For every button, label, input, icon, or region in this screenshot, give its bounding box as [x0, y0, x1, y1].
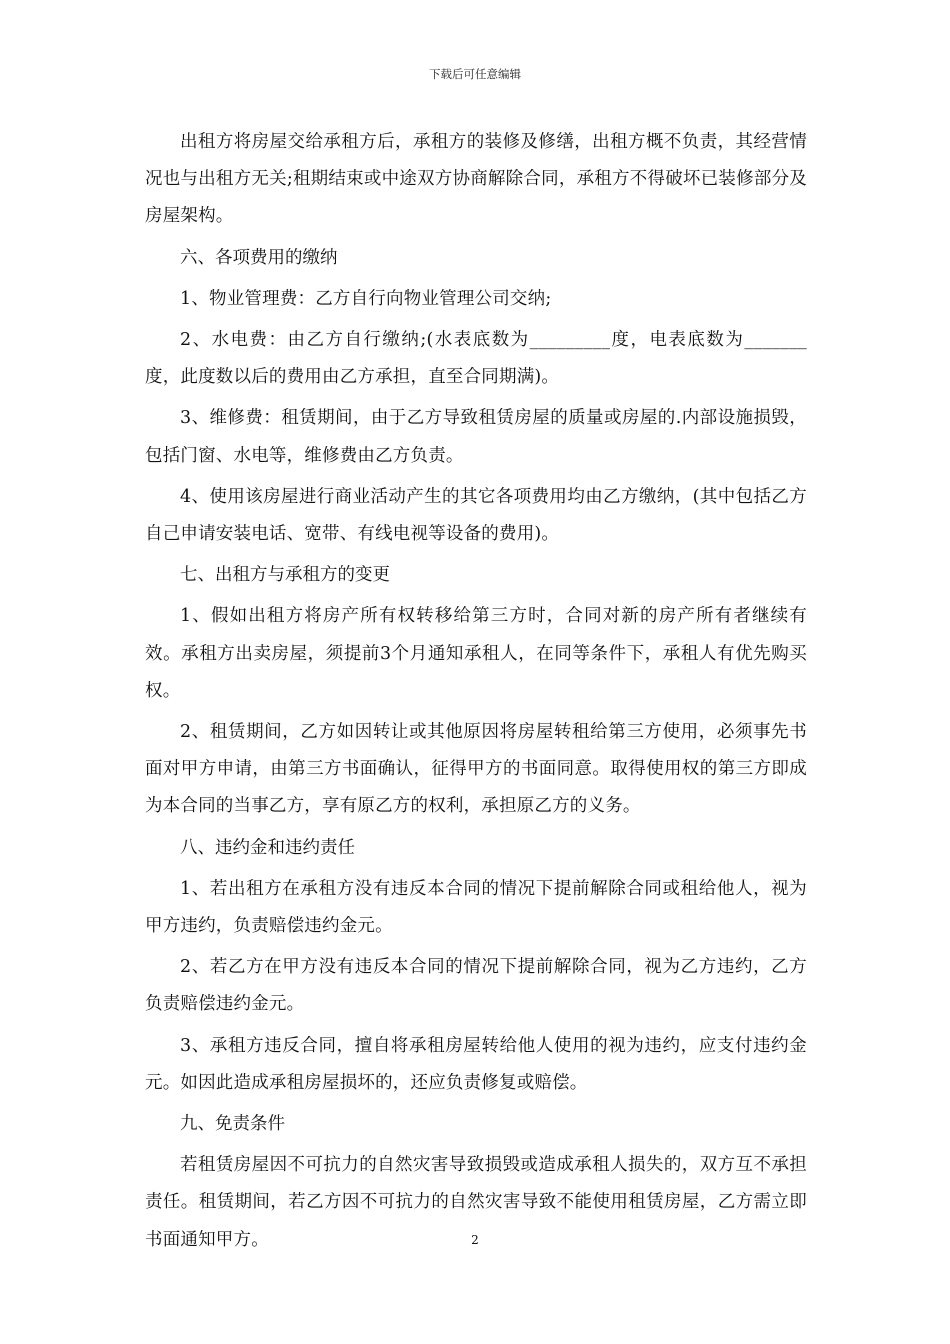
paragraph: 2、水电费：由乙方自行缴纳;(水表底数为_________度，电表底数为_______度，此度数以后的费用由乙方承担，直至合同期满)。	[145, 330, 807, 388]
section-heading: 七、出租方与承租方的变更	[180, 565, 390, 586]
paragraph: 4、使用该房屋进行商业活动产生的其它各项费用均由乙方缴纳，(其中包括乙方自己申请安装电话、宽带、有线电视等设备的费用)。	[145, 486, 807, 545]
paragraph: 1、假如出租方将房产所有权转移给第三方时，合同对新的房产所有者继续有效。承租方出卖房屋，须提前3个月通知承租人，在同等条件下，承租人有优先购买权。	[145, 606, 807, 701]
paragraph: 若租赁房屋因不可抗力的自然灾害导致损毁或造成承租人损失的，双方互不承担责任。租赁期间，若乙方因不可抗力的自然灾害导致不能使用租赁房屋，乙方需立即书面通知甲方。	[145, 1155, 807, 1250]
section-heading: 九、免责条件	[180, 1114, 285, 1135]
paragraph: 3、维修费：租赁期间，由于乙方导致租赁房屋的质量或房屋的.内部设施损毁，包括门窗、水电等，维修费由乙方负责。	[145, 408, 807, 466]
page-header: 下载后可任意编辑	[429, 67, 521, 81]
document-body	[145, 124, 807, 1263]
paragraph: 2、若乙方在甲方没有违反本合同的情况下提前解除合同，视为乙方违约，乙方负责赔偿违约金元。	[145, 957, 807, 1015]
section-heading: 八、违约金和违约责任	[180, 837, 355, 858]
paragraph: 1、物业管理费：乙方自行向物业管理公司交纳;	[180, 288, 552, 309]
paragraph: 2、租赁期间，乙方如因转让或其他原因将房屋转租给第三方使用，必须事先书面对甲方申请，由第三方书面确认，征得甲方的书面同意。取得使用权的第三方即成为本合同的当事乙方，享有原乙方的权利，承担原乙方的义务。	[145, 722, 807, 817]
paragraph: 1、若出租方在承租方没有违反本合同的情况下提前解除合同或租给他人，视为甲方违约，负责赔偿违约金元。	[145, 878, 807, 937]
section-heading: 六、各项费用的缴纳	[180, 247, 338, 268]
paragraph: 出租方将房屋交给承租方后，承租方的装修及修缮，出租方概不负责，其经营情况也与出租方无关;租期结束或中途双方协商解除合同，承租方不得破坏已装修部分及房屋架构。	[145, 132, 807, 227]
paragraph: 3、承租方违反合同，擅自将承租房屋转给他人使用的视为违约，应支付违约金元。如因此造成承租房屋损坏的，还应负责修复或赔偿。	[145, 1035, 807, 1093]
page-number: 2	[471, 1233, 479, 1247]
